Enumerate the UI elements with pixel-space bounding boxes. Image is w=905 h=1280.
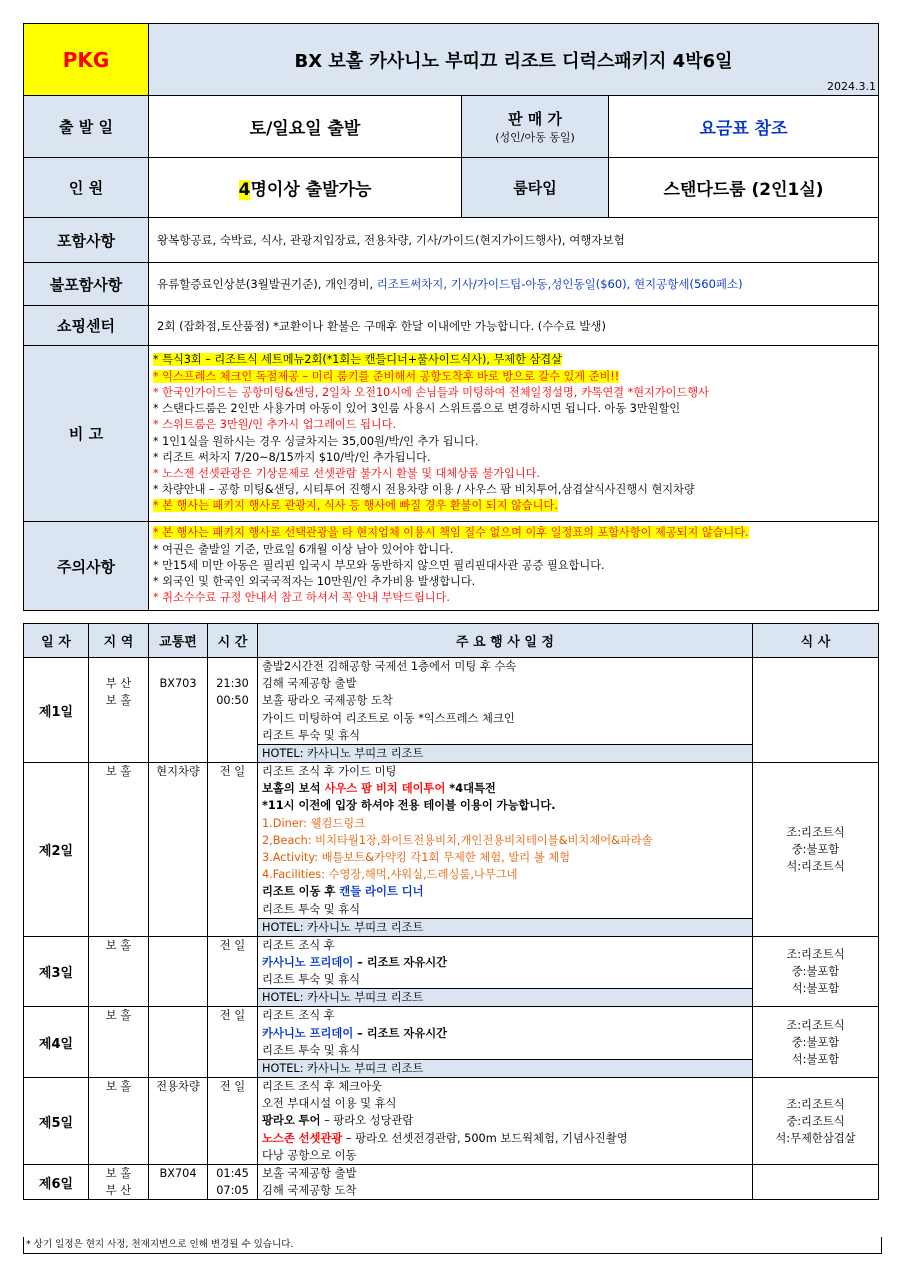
col-header-time: 시 간 bbox=[208, 624, 258, 658]
remark-line: * 1인1실을 원하시는 경우 싱글차지는 35,00원/박/인 추가 됩니다. bbox=[153, 434, 479, 448]
pkg-badge: PKG bbox=[24, 24, 149, 96]
table-row bbox=[24, 1007, 879, 1060]
meal-cell bbox=[753, 1165, 879, 1200]
transport-cell: 현지차량 bbox=[149, 763, 208, 937]
table-row bbox=[24, 658, 879, 745]
shopping-value: 2회 (잡화점,토산품점) *교환이나 환불은 구매후 한달 이내에만 가능합니다. (수수료 발생) bbox=[149, 306, 879, 346]
region-cell: 보 홀 bbox=[89, 936, 149, 1007]
time-cell: 21:30 00:50 bbox=[208, 658, 258, 763]
meal-cell: 조:리조트식 중:불포함 석:리조트식 bbox=[753, 763, 879, 937]
excluded-plain: 유류할증료인상분(3월발권기준), 개인경비, bbox=[157, 277, 377, 291]
hotel-cell: HOTEL: 카사니노 부띠크 리조트 bbox=[258, 989, 753, 1007]
col-header-activities: 주 요 행 사 일 정 bbox=[258, 624, 753, 658]
cautions-list bbox=[149, 522, 879, 611]
day-label: 제4일 bbox=[24, 1007, 89, 1078]
table-row bbox=[24, 763, 879, 919]
people-value bbox=[149, 158, 462, 218]
room-label: 룸타입 bbox=[462, 158, 609, 218]
cautions-label: 주의사항 bbox=[24, 522, 149, 611]
activity-cell: 출발2시간전 김해공항 국제선 1층에서 미팅 후 수속 김해 국제공항 출발 보홀 팡라오 국제공항 도착 가이드 미팅하여 리조트로 이동 *익스프레스 체크인 리조트 투숙 및 휴식 bbox=[258, 658, 753, 745]
excluded-blue: 리조트써차지, 기사/가이드팁-아동,성인동일($60), 현지공항세(560페소) bbox=[376, 277, 743, 291]
table-row bbox=[24, 1165, 879, 1200]
remarks-label: 비 고 bbox=[24, 346, 149, 522]
region-cell: 보 홀 bbox=[89, 1078, 149, 1165]
region-cell: 보 홀 bbox=[89, 763, 149, 937]
transport-cell: 전용차량 bbox=[149, 1078, 208, 1165]
activity-cell: 리조트 조식 후 체크아웃 오전 부대시설 이용 및 휴식 팡라오 투어 – 팡라오 성당관람 노스존 선셋관광 – 팡라오 선셋전경관람, 500m 보드웍체험, 기념사진촬영 다낭 공항으로 이동 bbox=[258, 1078, 753, 1165]
transport-cell bbox=[149, 936, 208, 1007]
hotel-cell: HOTEL: 카사니노 부띠크 리조트 bbox=[258, 918, 753, 936]
people-text: 명이상 출발가능 bbox=[250, 180, 372, 200]
shopping-label: 쇼핑센터 bbox=[24, 306, 149, 346]
activity-cell: 리조트 조식 후 카사니노 프리데이 – 리조트 자유시간 리조트 투숙 및 휴식 bbox=[258, 936, 753, 989]
remark-line: * 스탠다드룸은 2인만 사용가며 아동이 있어 3인룸 사용시 스위트룸으로 변경하시면 됩니다. 아동 3만원할인 bbox=[153, 402, 681, 416]
price-label bbox=[462, 96, 609, 158]
time-cell: 전 일 bbox=[208, 763, 258, 937]
col-header-region: 지 역 bbox=[89, 624, 149, 658]
day-label: 제6일 bbox=[24, 1165, 89, 1200]
package-title-text: BX 보홀 카사니노 부띠끄 리조트 디럭스패키지 4박6일 bbox=[294, 50, 733, 72]
activity-cell: 리조트 조식 후 카사니노 프리데이 – 리조트 자유시간 리조트 투숙 및 휴식 bbox=[258, 1007, 753, 1060]
time-cell: 전 일 bbox=[208, 936, 258, 1007]
transport-cell bbox=[149, 1007, 208, 1078]
hotel-cell: HOTEL: 카사니노 부띠크 리조트 bbox=[258, 1060, 753, 1078]
region-cell: 보 홀 bbox=[89, 1007, 149, 1078]
price-label-text: 판 매 가 bbox=[508, 110, 562, 128]
day-label: 제3일 bbox=[24, 936, 89, 1007]
included-label: 포함사항 bbox=[24, 218, 149, 263]
price-sub-label: (성인/아동 동일) bbox=[495, 131, 575, 144]
departure-label: 출 발 일 bbox=[24, 96, 149, 158]
caution-line: * 외국인 및 한국인 외국국적자는 10만원/인 추가비용 발생합니다. bbox=[153, 575, 476, 589]
departure-value: 토/일요일 출발 bbox=[149, 96, 462, 158]
remark-line: * 리조트 써차지 7/20~8/15까지 $10/박/인 추가됩니다. bbox=[153, 450, 431, 464]
activity-cell: 리조트 조식 후 가이드 미팅 보홀의 보석 사우스 팜 비치 데이투어 *4대특전 *11시 이전에 입장 하셔야 전용 테이블 이용이 가능합니다. 1.Diner: 웰컴드링크 2,Beach: 비치타월1장,화이트전용비치,개인전용비치테이블&비치체어&파라솔 3.Activity: 배틀보트&카약킹 각1회 무제한 체험, 발리 볼 체험 4.Facilities: 수영장,해먹,샤워실,드레싱룸,나무그네 리조트 이동 후 캔들 라이트 디너 리조트 투숙 및 휴식 bbox=[258, 763, 753, 919]
remark-line: * 본 행사는 패키지 행사로 관광지, 식사 등 행사에 빠질 경우 환불이 되지 않습니다. bbox=[153, 499, 558, 513]
table-row bbox=[24, 936, 879, 989]
remarks-list bbox=[149, 346, 879, 522]
caution-line: * 만15세 미만 아동은 필리핀 입국시 부모와 동반하지 않으면 필리핀대사관 공증 필요합니다. bbox=[153, 558, 605, 572]
transport-cell: BX703 bbox=[149, 658, 208, 763]
remark-line: * 특식3회 – 리조트식 세트메뉴2회(*1회는 캔들디너+풀사이드식사), 무제한 삼겹살 bbox=[153, 353, 562, 367]
caution-line: * 취소수수료 규정 안내서 참고 하셔서 꼭 안내 부탁드립니다. bbox=[153, 591, 450, 605]
remark-line: * 익스프레스 체크인 독점제공 – 미리 룸키를 준비해서 공항도착후 바로 방으로 갈수 있게 준비!! bbox=[153, 369, 620, 383]
meal-cell: 조:리조트식 중:불포함 석:불포함 bbox=[753, 1007, 879, 1078]
region-cell: 부 산 보 홀 bbox=[89, 658, 149, 763]
col-header-transport: 교통편 bbox=[149, 624, 208, 658]
package-info-table bbox=[23, 23, 879, 611]
remark-line: * 스위트룸은 3만원/인 추가시 업그레이드 됩니다. bbox=[153, 418, 397, 432]
table-row bbox=[24, 1078, 879, 1165]
footer-note: * 상기 일정은 현지 사정, 천재지변으로 인해 변경될 수 있습니다. bbox=[23, 1237, 882, 1254]
meal-cell: 조:리조트식 중:리조트식 석:무제한삼겹살 bbox=[753, 1078, 879, 1165]
itinerary-table bbox=[23, 623, 879, 1200]
remark-line: * 차량안내 – 공항 미팅&샌딩, 시티투어 진행시 전용차량 이용 / 사우스 팜 비치투어,삼겹살식사진행시 현지차량 bbox=[153, 483, 695, 497]
room-value: 스탠다드룸 (2인1실) bbox=[609, 158, 879, 218]
caution-line: * 여권은 출발일 기준, 만료일 6개월 이상 남아 있어야 합니다. bbox=[153, 542, 454, 556]
col-header-day: 일 자 bbox=[24, 624, 89, 658]
day-label: 제1일 bbox=[24, 658, 89, 763]
time-cell: 전 일 bbox=[208, 1007, 258, 1078]
transport-cell: BX704 bbox=[149, 1165, 208, 1200]
day-label: 제2일 bbox=[24, 763, 89, 937]
package-title bbox=[149, 24, 879, 96]
price-value: 요금표 참조 bbox=[609, 96, 879, 158]
activity-cell: 보홀 국제공항 출발 김해 국제공항 도착 bbox=[258, 1165, 753, 1200]
day-label: 제5일 bbox=[24, 1078, 89, 1165]
caution-line: * 본 행사는 패키지 행사로 선택관광을 타 현지업체 이용시 책임 질수 없으며 이후 일정표의 포함사항이 제공되지 않습니다. bbox=[153, 526, 749, 540]
hotel-cell: HOTEL: 카사니노 부띠크 리조트 bbox=[258, 745, 753, 763]
time-cell: 전 일 bbox=[208, 1078, 258, 1165]
meal-cell: 조:리조트식 중:불포함 석:불포함 bbox=[753, 936, 879, 1007]
included-value: 왕복항공료, 숙박료, 식사, 관광지입장료, 전용차량, 기사/가이드(현지가이드행사), 여행자보험 bbox=[149, 218, 879, 263]
col-header-meals: 식 사 bbox=[753, 624, 879, 658]
time-cell: 01:45 07:05 bbox=[208, 1165, 258, 1200]
document-date: 2024.3.1 bbox=[827, 80, 877, 93]
meal-cell bbox=[753, 658, 879, 763]
remark-line: * 노스젠 선셋관광은 기상문제로 선셋관람 불가시 환불 및 대체상품 불가입니다. bbox=[153, 466, 540, 480]
region-cell: 보 홀 부 산 bbox=[89, 1165, 149, 1200]
people-count: 4 bbox=[238, 180, 251, 200]
excluded-label: 불포함사항 bbox=[24, 263, 149, 306]
remark-line: * 한국인가이드는 공항미팅&샌딩, 2일차 오전10시에 손님들과 미팅하여 전체일정설명, 카톡연결 *현지가이드행사 bbox=[153, 385, 709, 399]
excluded-value bbox=[149, 263, 879, 306]
people-label: 인 원 bbox=[24, 158, 149, 218]
